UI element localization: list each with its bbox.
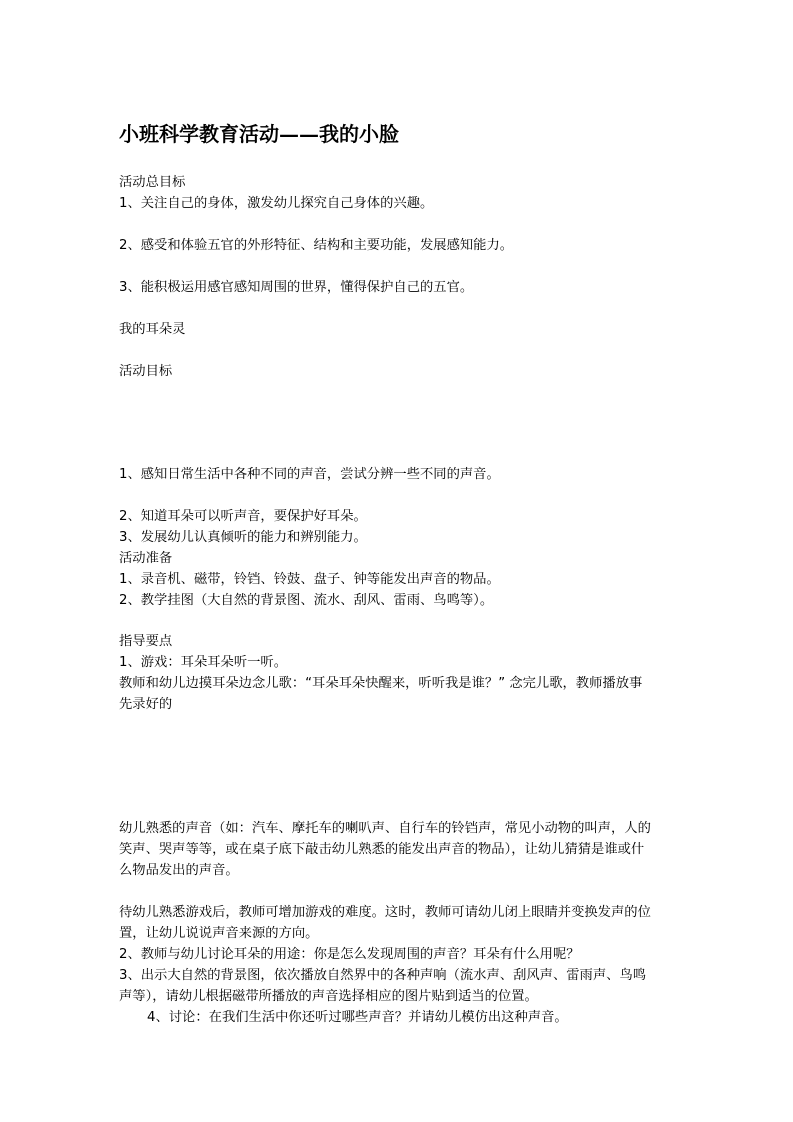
guidance-paragraph: 先录好的 (119, 697, 173, 712)
guidance-paragraph: 置，让幼儿说说声音来源的方向。 (119, 926, 319, 941)
overall-goals-heading: 活动总目标 (119, 175, 186, 190)
goal-item: 3、发展幼儿认真倾听的能力和辨别能力。 (119, 530, 367, 545)
guidance-paragraph: 教师和幼儿边摸耳朵边念儿歌：“耳朵耳朵快醒来，听听我是谁？” 念完儿歌，教师播放事 (119, 676, 643, 691)
document-title: 小班科学教育活动——我的小脸 (119, 122, 399, 146)
goal-item: 1、感知日常生活中各种不同的声音，尝试分辨一些不同的声音。 (119, 467, 500, 482)
preparation-item: 1、录音机、磁带，铃铛、铃鼓、盘子、钟等能发出声音的物品。 (119, 572, 500, 587)
overall-goal-item: 3、能积极运用感官感知周围的世界，懂得保护自己的五官。 (119, 280, 474, 295)
guidance-paragraph: 幼儿熟悉的声音（如：汽车、摩托车的喇叭声、自行车的铃铛声，常见小动物的叫声，人的 (119, 821, 651, 836)
preparation-item: 2、教学挂图（大自然的背景图、流水、刮风、雷雨、鸟鸣等）。 (119, 593, 494, 608)
guidance-paragraph: 笑声、哭声等等，或在桌子底下敲击幼儿熟悉的能发出声音的物品），让幼儿猜猜是谁或什 (119, 842, 645, 857)
guidance-item-3: 声等），请幼儿根据磁带所播放的声音选择相应的图片贴到适当的位置。 (119, 989, 538, 1004)
guidance-item-2: 2、教师与幼儿讨论耳朵的用途：你是怎么发现周围的声音？耳朵有什么用呢？ (119, 947, 580, 962)
overall-goal-item: 2、感受和体验五官的外形特征、结构和主要功能，发展感知能力。 (119, 238, 514, 253)
preparation-heading: 活动准备 (119, 551, 173, 566)
guidance-heading: 指导要点 (119, 634, 173, 649)
section-title: 我的耳朵灵 (119, 322, 186, 337)
guidance-item-4: 4、讨论：在我们生活中你还听过哪些声音？并请幼儿模仿出这种声音。 (147, 1010, 568, 1025)
goal-item: 2、知道耳朵可以听声音，要保护好耳朵。 (119, 509, 367, 524)
overall-goal-item: 1、关注自己的身体，激发幼儿探究自己身体的兴趣。 (119, 196, 434, 211)
guidance-item-1: 1、游戏：耳朵耳朵听一听。 (119, 655, 288, 670)
goals-heading: 活动目标 (119, 364, 173, 379)
guidance-item-3: 3、出示大自然的背景图，依次播放自然界中的各种声响（流水声、刮风声、雷雨声、鸟鸣 (119, 968, 647, 983)
guidance-paragraph: 待幼儿熟悉游戏后，教师可增加游戏的难度。这时，教师可请幼儿闭上眼睛并变换发声的位 (119, 905, 651, 920)
guidance-paragraph: 么物品发出的声音。 (119, 863, 239, 878)
